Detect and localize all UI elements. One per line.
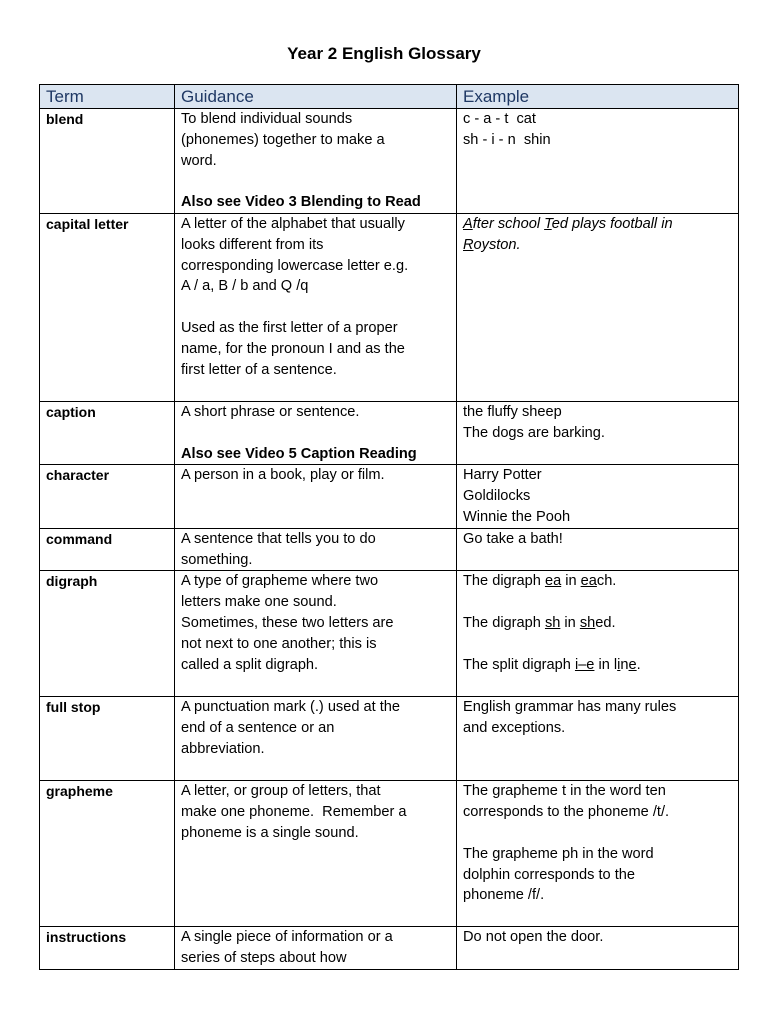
guidance-line: A type of grapheme where two (181, 573, 379, 590)
table-header-row (40, 85, 739, 109)
example-cell (457, 214, 739, 402)
example-line: Do not open the door. (463, 929, 604, 946)
guidance-line: letters make one sound. (181, 594, 337, 611)
example-cell (457, 927, 739, 970)
guidance-line: not next to one another; this is (181, 635, 377, 652)
term-cell: character (40, 465, 175, 528)
example-line: Winnie the Pooh (463, 508, 571, 525)
column-header-example: Example (457, 85, 739, 109)
term-cell: digraph (40, 571, 175, 697)
guidance-cell (175, 571, 457, 697)
digraph-example: The digraph sh in shed. (463, 614, 616, 631)
example-line: English grammar has many rules (463, 699, 677, 716)
guidance-line: called a split digraph. (181, 656, 319, 673)
term-cell: blend (40, 109, 175, 214)
term-cell: grapheme (40, 781, 175, 927)
example-cell (457, 465, 739, 528)
guidance-cell (175, 465, 457, 528)
digraph-example: The digraph ea in each. (463, 573, 617, 590)
example-cell (457, 109, 739, 214)
table-row (40, 927, 739, 970)
term-cell: caption (40, 402, 175, 465)
guidance-line: first letter of a sentence. (181, 361, 337, 378)
term-cell: command (40, 528, 175, 571)
example-line: The dogs are barking. (463, 424, 605, 441)
guidance-line: looks different from its (181, 236, 324, 253)
guidance-line: A / a, B / b and Q /q (181, 278, 309, 295)
table-row (40, 109, 739, 214)
guidance-cell (175, 528, 457, 571)
guidance-line: abbreviation. (181, 740, 265, 757)
guidance-cell (175, 109, 457, 214)
table-row (40, 528, 739, 571)
example-cell (457, 781, 739, 927)
video-reference: Also see Video 3 Blending to Read (181, 194, 421, 211)
table-row (40, 697, 739, 781)
example-line: The grapheme ph in the word (463, 845, 654, 862)
example-line: corresponds to the phoneme /t/. (463, 804, 670, 821)
guidance-cell (175, 697, 457, 781)
guidance-line: make one phoneme. Remember a (181, 804, 407, 821)
guidance-line: word. (181, 152, 217, 169)
guidance-line: phoneme is a single sound. (181, 824, 359, 841)
guidance-line: corresponding lowercase letter e.g. (181, 257, 409, 274)
guidance-cell (175, 927, 457, 970)
term-cell: capital letter (40, 214, 175, 402)
table-row (40, 571, 739, 697)
guidance-line: A person in a book, play or film. (181, 467, 385, 484)
example-cell (457, 402, 739, 465)
column-header-guidance: Guidance (175, 85, 457, 109)
guidance-line: A letter of the alphabet that usually (181, 216, 405, 232)
guidance-line: something. (181, 551, 253, 568)
guidance-line: end of a sentence or an (181, 720, 335, 737)
guidance-cell (175, 781, 457, 927)
example-cell (457, 528, 739, 571)
guidance-line: To blend individual sounds (181, 111, 353, 127)
table-row (40, 465, 739, 528)
table-row (40, 781, 739, 927)
guidance-line: A single piece of information or a (181, 929, 393, 946)
guidance-line: Used as the first letter of a proper (181, 319, 398, 336)
example-cell (457, 571, 739, 697)
example-line: dolphin corresponds to the (463, 866, 635, 883)
guidance-cell (175, 402, 457, 465)
page-title: Year 2 English Glossary (287, 44, 481, 63)
example-line: and exceptions. (463, 720, 566, 737)
guidance-line: A letter, or group of letters, that (181, 783, 381, 800)
example-line: c - a - t cat (463, 111, 536, 127)
term-cell: instructions (40, 927, 175, 970)
term-cell: full stop (40, 697, 175, 781)
table-row (40, 214, 739, 402)
video-reference: Also see Video 5 Caption Reading (181, 445, 417, 462)
guidance-line: series of steps about how (181, 950, 347, 967)
guidance-line: (phonemes) together to make a (181, 131, 385, 148)
guidance-line: Sometimes, these two letters are (181, 614, 394, 631)
example-line: sh - i - n shin (463, 131, 551, 148)
example-line: Harry Potter (463, 467, 542, 484)
guidance-line: A sentence that tells you to do (181, 530, 376, 547)
example-cell (457, 697, 739, 781)
split-digraph-example: The split digraph i–e in line. (463, 656, 641, 673)
glossary-table (39, 84, 739, 970)
guidance-cell (175, 214, 457, 402)
example-sentence: After school Ted plays football in (463, 216, 673, 232)
column-header-term: Term (40, 85, 175, 109)
guidance-line: A short phrase or sentence. (181, 404, 360, 420)
example-sentence-cont: Royston. (463, 236, 521, 253)
example-line: Goldilocks (463, 488, 531, 505)
example-line: phoneme /f/. (463, 887, 545, 904)
example-line: Go take a bath! (463, 530, 563, 547)
example-line: The grapheme t in the word ten (463, 783, 666, 800)
guidance-line: name, for the pronoun I and as the (181, 340, 405, 357)
example-line: the fluffy sheep (463, 404, 562, 420)
guidance-line: A punctuation mark (.) used at the (181, 699, 401, 716)
table-row (40, 402, 739, 465)
